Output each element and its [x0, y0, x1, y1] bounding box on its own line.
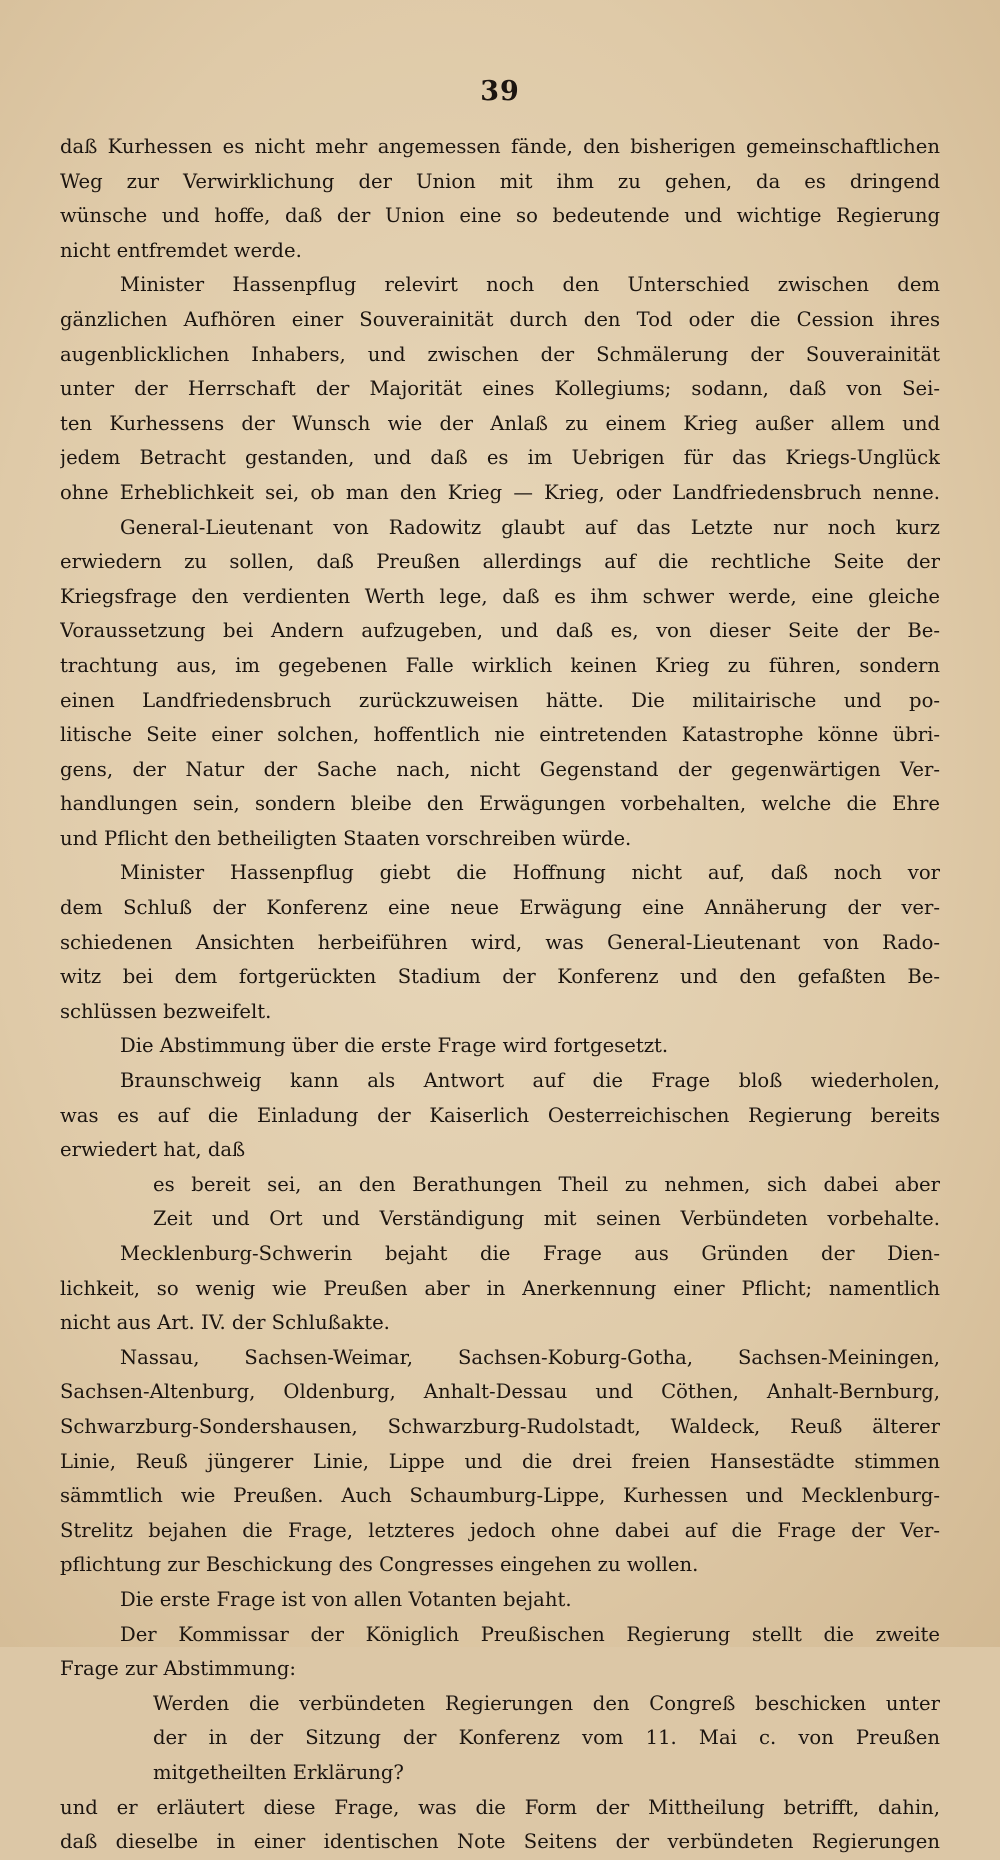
text-line: witz bei dem fortgerückten Stadium der Konferenz und den gefaßten Be- [60, 965, 940, 989]
text-line: was es auf die Einladung der Kaiserlich Oesterreichischen Regierung bereits [60, 1103, 940, 1127]
text-line: Weg zur Verwirklichung der Union mit ihm zu gehen, da es dringend [60, 169, 940, 193]
text-line: augenblicklichen Inhabers, und zwischen der Schmälerung der Souverainität [60, 342, 940, 366]
text-line: litische Seite einer solchen, hoffentlich nie eintretenden Katastrophe könne übri- [60, 723, 940, 747]
text-line: erwiedert hat, daß [60, 1138, 246, 1162]
text-line: trachtung aus, im gegebenen Falle wirklich keinen Krieg zu führen, sondern [60, 653, 940, 677]
text-line: handlungen sein, sondern bleibe den Erwägungen vorbehalten, welche die Ehre [60, 792, 940, 816]
text-line: Minister Hassenpflug relevirt noch den Unterschied zwischen dem [120, 273, 940, 297]
text-line: ohne Erheblichkeit sei, ob man den Krieg — Krieg, oder Landfriedensbruch nenne. [60, 480, 940, 504]
text-line: Nassau, Sachsen-Weimar, Sachsen-Koburg-Gotha, Sachsen-Meiningen, [120, 1345, 940, 1369]
text-line: Der Kommissar der Königlich Preußischen Regierung stellt die zweite [120, 1622, 940, 1646]
text-line: Die erste Frage ist von allen Votanten bejaht. [120, 1587, 572, 1611]
text-line: wünsche und hoffe, daß der Union eine so bedeutende und wichtige Regierung [60, 204, 940, 228]
text-line: Kriegsfrage den verdienten Werth lege, daß es ihm schwer werde, eine gleiche [60, 584, 940, 608]
text-line: schlüssen bezweifelt. [60, 999, 272, 1023]
text-line: Voraussetzung bei Andern aufzugeben, und daß es, von dieser Seite der Be- [60, 619, 940, 643]
text-line: daß Kurhessen es nicht mehr angemessen fände, den bisherigen gemeinschaftlichen [60, 135, 940, 158]
text-line: nicht aus Art. IV. der Schlußakte. [60, 1311, 390, 1335]
text-line: Sachsen-Altenburg, Oldenburg, Anhalt-Dessau und Cöthen, Anhalt-Bernburg, [60, 1380, 940, 1404]
text-line: Strelitz bejahen die Frage, letzteres jedoch ohne dabei auf die Frage der Ver- [60, 1518, 940, 1542]
text-line: dem Schluß der Konferenz eine neue Erwägung eine Annäherung der ver- [60, 896, 940, 920]
text-line: Linie, Reuß jüngerer Linie, Lippe und die drei freien Hansestädte stimmen [60, 1449, 940, 1473]
text-line: unter der Herrschaft der Majorität eines Kollegiums; sodann, daß von Sei- [60, 377, 940, 401]
text-line: Braunschweig kann als Antwort auf die Frage bloß wiederholen, [120, 1069, 940, 1093]
text-line: einen Landfriedensbruch zurückzuweisen hätte. Die militairische und po- [60, 688, 940, 712]
text-line: daß dieselbe in einer identischen Note Seitens der verbündeten Regierungen [60, 1830, 940, 1854]
text-line: nicht entfremdet werde. [60, 238, 302, 262]
text-line: schiedenen Ansichten herbeiführen wird, was General-Lieutenant von Rado- [60, 930, 940, 954]
text-line: jedem Betracht gestanden, und daß es im Uebrigen für das Kriegs-Unglück [60, 446, 940, 470]
text-line: Frage zur Abstimmung: [60, 1657, 296, 1681]
text-line: der in der Sitzung der Konferenz vom 11. Mai c. von Preußen [153, 1726, 940, 1750]
text-line: es bereit sei, an den Berathungen Theil zu nehmen, sich dabei aber [153, 1172, 940, 1196]
text-line: und er erläutert diese Frage, was die Form der Mittheilung betrifft, dahin, [60, 1795, 940, 1819]
text-line: erwiedern zu sollen, daß Preußen allerdings auf die rechtliche Seite der [60, 550, 940, 574]
text-line: Zeit und Ort und Verständigung mit seinen Verbündeten vorbehalte. [153, 1207, 940, 1231]
text-line: sämmtlich wie Preußen. Auch Schaumburg-Lippe, Kurhessen und Mecklenburg- [60, 1484, 940, 1508]
text-line: Mecklenburg-Schwerin bejaht die Frage aus Gründen der Dien- [120, 1242, 940, 1265]
text-line: Schwarzburg-Sondershausen, Schwarzburg-Rudolstadt, Waldeck, Reuß älterer [60, 1414, 940, 1438]
text-line: Werden die verbündeten Regierungen den Congreß beschicken unter [153, 1691, 940, 1715]
page-number: 39 [480, 76, 520, 107]
text-line: gänzlichen Aufhören einer Souverainität durch den Tod oder die Cession ihres [60, 307, 940, 331]
text-line: General-Lieutenant von Radowitz glaubt auf das Letzte nur noch kurz [120, 515, 940, 539]
text-line: gens, der Natur der Sache nach, nicht Gegenstand der gegenwärtigen Ver- [60, 757, 940, 781]
text-line: lichkeit, so wenig wie Preußen aber in Anerkennung einer Pflicht; namentlich [60, 1276, 940, 1300]
text-line: und Pflicht den betheiligten Staaten vorschreiben würde. [60, 826, 632, 850]
text-line: Die Abstimmung über die erste Frage wird fortgesetzt. [120, 1034, 669, 1058]
text-line: Minister Hassenpflug giebt die Hoffnung nicht auf, daß noch vor [120, 861, 940, 885]
body-text [60, 130, 940, 1860]
text-line: ten Kurhessens der Wunsch wie der Anlaß zu einem Krieg außer allem und [60, 411, 940, 435]
text-line: pflichtung zur Beschickung des Congresses eingehen zu wollen. [60, 1553, 699, 1577]
text-line: mitgetheilten Erklärung? [153, 1760, 404, 1784]
